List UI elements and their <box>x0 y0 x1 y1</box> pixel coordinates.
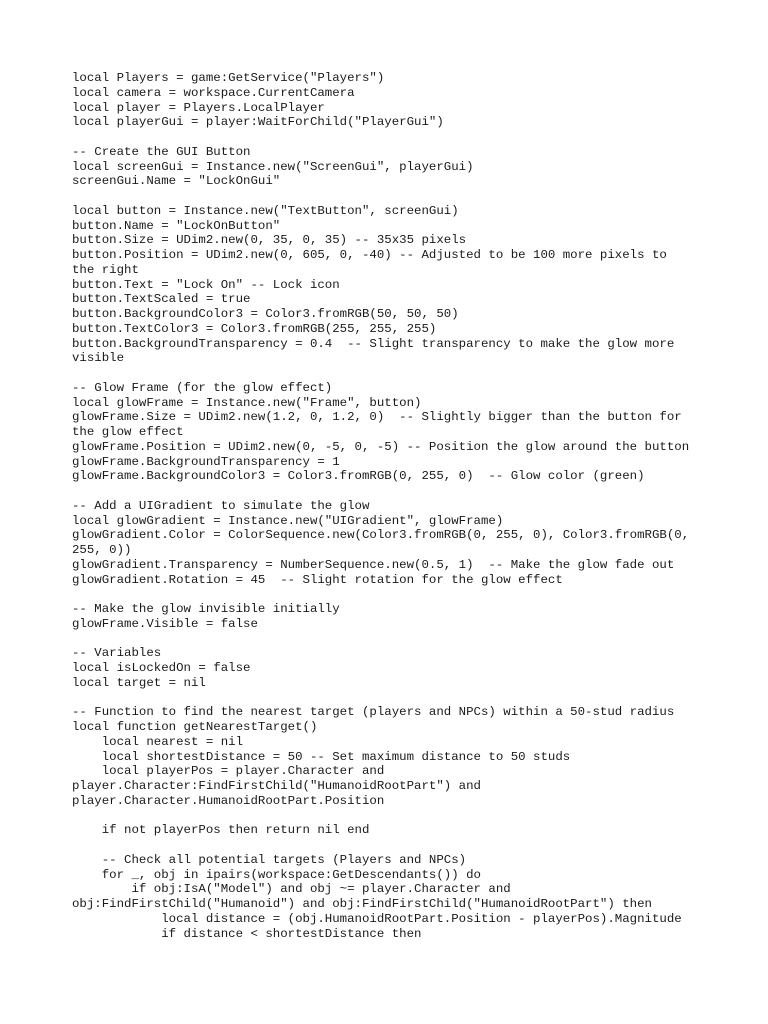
code-line: glowFrame.BackgroundColor3 = Color3.fromRGB(0, 255, 0) -- Glow color (green) <box>72 469 645 484</box>
code-line: button.Text = "Lock On" -- Lock icon <box>72 277 340 292</box>
code-line: -- Check all potential targets (Players and NPCs) <box>72 852 467 867</box>
code-line: glowGradient.Transparency = NumberSequence.new(0.5, 1) -- Make the glow fade out <box>72 557 675 572</box>
code-line: local function getNearestTarget() <box>72 720 318 734</box>
code-line: local distance = (obj.HumanoidRootPart.Position - playerPos).Magnitude <box>72 911 682 926</box>
code-line: 255, 0)) <box>72 543 132 557</box>
code-line: for _, obj in ipairs(workspace:GetDescendants()) do <box>72 867 481 882</box>
code-line: button.BackgroundTransparency = 0.4 -- Slight transparency to make the glow more <box>72 336 675 351</box>
code-line: button.Position = UDim2.new(0, 605, 0, -40) -- Adjusted to be 100 more pixels to <box>72 248 667 262</box>
code-line <box>72 189 712 204</box>
code-line: the glow effect <box>72 425 184 439</box>
code-line: local isLockedOn = false <box>72 661 251 675</box>
code-listing <box>72 71 712 941</box>
code-line: local shortestDistance = 50 -- Set maximum distance to 50 studs <box>72 749 571 764</box>
code-line: player.Character:FindFirstChild("HumanoidRootPart") and <box>72 779 481 793</box>
code-line: glowFrame.Size = UDim2.new(1.2, 0, 1.2, 0) -- Slightly bigger than the button for <box>72 410 682 425</box>
code-line: glowFrame.Visible = false <box>72 616 258 631</box>
code-line: button.TextColor3 = Color3.fromRGB(255, 255, 255) <box>72 321 437 336</box>
code-line <box>72 809 712 824</box>
code-line <box>72 632 712 647</box>
code-line: obj:FindFirstChild("Humanoid") and obj:FindFirstChild("HumanoidRootPart") then <box>72 897 652 911</box>
code-line: if distance < shortestDistance then <box>72 926 422 941</box>
code-line: if obj:IsA("Model") and obj ~= player.Character and <box>72 882 511 897</box>
code-line: local player = Players.LocalPlayer <box>72 100 325 115</box>
code-line: button.Name = "LockOnButton" <box>72 218 281 233</box>
code-line: player.Character.HumanoidRootPart.Position <box>72 793 385 808</box>
code-line: -- Create the GUI Button <box>72 144 251 159</box>
code-line: local playerGui = player:WaitForChild("PlayerGui") <box>72 115 444 130</box>
code-line <box>72 484 712 499</box>
code-line <box>72 587 712 602</box>
code-line: local camera = workspace.CurrentCamera <box>72 85 355 100</box>
code-line: local button = Instance.new("TextButton", screenGui) <box>72 203 459 218</box>
code-line: glowGradient.Color = ColorSequence.new(Color3.fromRGB(0, 255, 0), Color3.fromRGB(0, <box>72 528 690 543</box>
code-line: the right <box>72 262 139 277</box>
code-line: local Players = game:GetService("Players") <box>72 71 385 85</box>
code-line: glowGradient.Rotation = 45 -- Slight rotation for the glow effect <box>72 572 563 587</box>
code-line: if not playerPos then return nil end <box>72 823 370 838</box>
code-line: glowFrame.Position = UDim2.new(0, -5, 0, -5) -- Position the glow around the button <box>72 439 690 454</box>
code-line <box>72 130 712 145</box>
code-line: -- Variables <box>72 646 162 661</box>
code-line: -- Add a UIGradient to simulate the glow <box>72 498 370 513</box>
code-line: button.BackgroundColor3 = Color3.fromRGB(50, 50, 50) <box>72 307 459 321</box>
code-line: -- Make the glow invisible initially <box>72 602 340 616</box>
code-line: button.TextScaled = true <box>72 292 251 307</box>
code-line: local nearest = nil <box>72 734 244 749</box>
code-line: screenGui.Name = "LockOnGui" <box>72 174 281 189</box>
code-line: local glowGradient = Instance.new("UIGradient", glowFrame) <box>72 513 504 528</box>
code-line: button.Size = UDim2.new(0, 35, 0, 35) -- 35x35 pixels <box>72 233 467 248</box>
code-line <box>72 838 712 853</box>
code-line: local screenGui = Instance.new("ScreenGui", playerGui) <box>72 159 474 174</box>
code-line: -- Glow Frame (for the glow effect) <box>72 380 333 395</box>
code-line: local glowFrame = Instance.new("Frame", button) <box>72 395 422 410</box>
code-line <box>72 691 712 706</box>
code-line: local target = nil <box>72 675 206 690</box>
code-line: -- Function to find the nearest target (players and NPCs) within a 50-stud radius <box>72 705 675 720</box>
code-line: local playerPos = player.Character and <box>72 764 385 779</box>
code-line: visible <box>72 351 125 366</box>
code-line <box>72 366 712 381</box>
code-line: glowFrame.BackgroundTransparency = 1 <box>72 454 340 469</box>
